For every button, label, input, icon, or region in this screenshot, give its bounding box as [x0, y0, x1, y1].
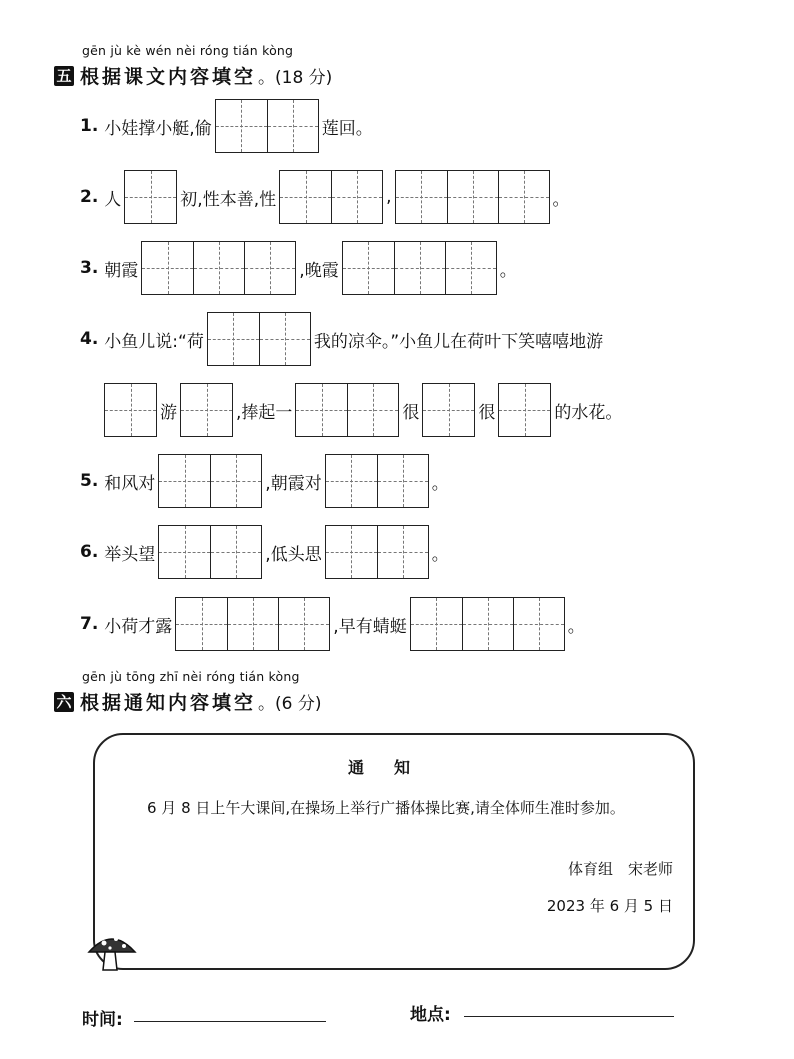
question-3 — [80, 241, 517, 295]
answer-boxes[interactable] — [207, 312, 311, 366]
section6-badge: 六 — [54, 692, 74, 712]
question-text: ,早有蜻蜓 — [333, 616, 407, 637]
question-text: ,朝霞对 — [265, 473, 322, 494]
question-1 — [80, 99, 373, 153]
answer-boxes[interactable] — [342, 241, 497, 295]
section6-header — [54, 688, 322, 715]
question-text: 。 — [567, 616, 585, 637]
section5-header — [54, 62, 332, 89]
section5-title: 根据课文内容填空 — [80, 66, 257, 88]
question-text: 的水花。 — [554, 402, 623, 423]
question-text: ,低头思 — [265, 544, 322, 565]
question-text: 人 — [104, 189, 122, 210]
question-text: ,晚霞 — [299, 260, 339, 281]
answer-boxes[interactable] — [124, 170, 177, 224]
question-text: 初,性本善,性 — [180, 189, 277, 210]
question-text: 游 — [160, 402, 177, 423]
answer-boxes[interactable] — [325, 525, 429, 579]
question-text: 举头望 — [104, 544, 156, 565]
question-text: 。 — [431, 473, 449, 494]
question-number: 5. — [80, 471, 99, 491]
notice-title: 通知 — [347, 758, 440, 777]
notice-body: 6 月 8 日上午大课间,在操场上举行广播体操比赛,请全体师生准时参加。 — [147, 799, 625, 817]
question-number: 7. — [80, 614, 99, 634]
question-text: 很 — [402, 402, 420, 423]
answer-boxes[interactable] — [215, 99, 319, 153]
question-text: 。 — [499, 260, 517, 281]
answer-boxes[interactable] — [158, 525, 262, 579]
answer-boxes[interactable] — [422, 383, 475, 437]
question-6 — [80, 525, 449, 579]
question-5 — [80, 454, 449, 508]
answer-boxes[interactable] — [279, 170, 383, 224]
answer-boxes[interactable] — [395, 170, 550, 224]
notice-signature: 体育组 宋老师 — [567, 860, 673, 878]
section5-badge: 五 — [54, 66, 74, 86]
place-blank[interactable] — [464, 1016, 674, 1017]
question-number: 2. — [80, 187, 99, 207]
answer-boxes[interactable] — [180, 383, 233, 437]
answer-boxes[interactable] — [158, 454, 262, 508]
question-4 — [80, 312, 603, 366]
question-text: 朝霞 — [104, 260, 139, 281]
notice-date: 2023 年 6 月 5 日 — [546, 897, 673, 915]
answer-boxes[interactable] — [498, 383, 551, 437]
question-text: , — [386, 187, 392, 207]
section5-pinyin: gēn jù kè wén nèi róng tián kòng — [82, 43, 294, 58]
question-text: 小娃撑小艇,偷 — [104, 118, 212, 139]
question-text: 小荷才露 — [104, 616, 173, 637]
place-label: 地点: — [410, 1005, 451, 1025]
answer-boxes[interactable] — [295, 383, 399, 437]
question-number: 4. — [80, 329, 99, 349]
answer-boxes[interactable] — [104, 383, 157, 437]
question-text: 莲回。 — [321, 118, 373, 139]
question-4-continued — [104, 383, 622, 437]
section6-pinyin: gēn jù tōng zhī nèi róng tián kòng — [82, 669, 300, 684]
section6-title: 根据通知内容填空 — [80, 692, 257, 714]
question-number: 6. — [80, 542, 99, 562]
section6-score: 。(6 分) — [258, 694, 322, 714]
question-text: ,捧起一 — [236, 402, 293, 423]
section5-score: 。(18 分) — [258, 68, 333, 88]
question-number: 3. — [80, 258, 99, 278]
question-text: 和风对 — [104, 473, 156, 494]
mushroom-icon — [86, 928, 138, 974]
answer-boxes[interactable] — [325, 454, 429, 508]
question-text: 。 — [431, 544, 449, 565]
time-label: 时间: — [82, 1010, 123, 1030]
answer-boxes[interactable] — [141, 241, 296, 295]
question-number: 1. — [80, 116, 99, 136]
notice-card — [93, 733, 695, 970]
question-text: 很 — [478, 402, 496, 423]
time-blank[interactable] — [134, 1021, 326, 1022]
answer-boxes[interactable] — [175, 597, 330, 651]
question-2 — [80, 170, 570, 224]
question-text: 我的凉伞。”小鱼儿在荷叶下笑嘻嘻地游 — [313, 331, 604, 352]
question-text: 小鱼儿说:“荷 — [104, 331, 204, 352]
question-text: 。 — [552, 189, 570, 210]
answer-boxes[interactable] — [410, 597, 565, 651]
question-7 — [80, 597, 585, 651]
